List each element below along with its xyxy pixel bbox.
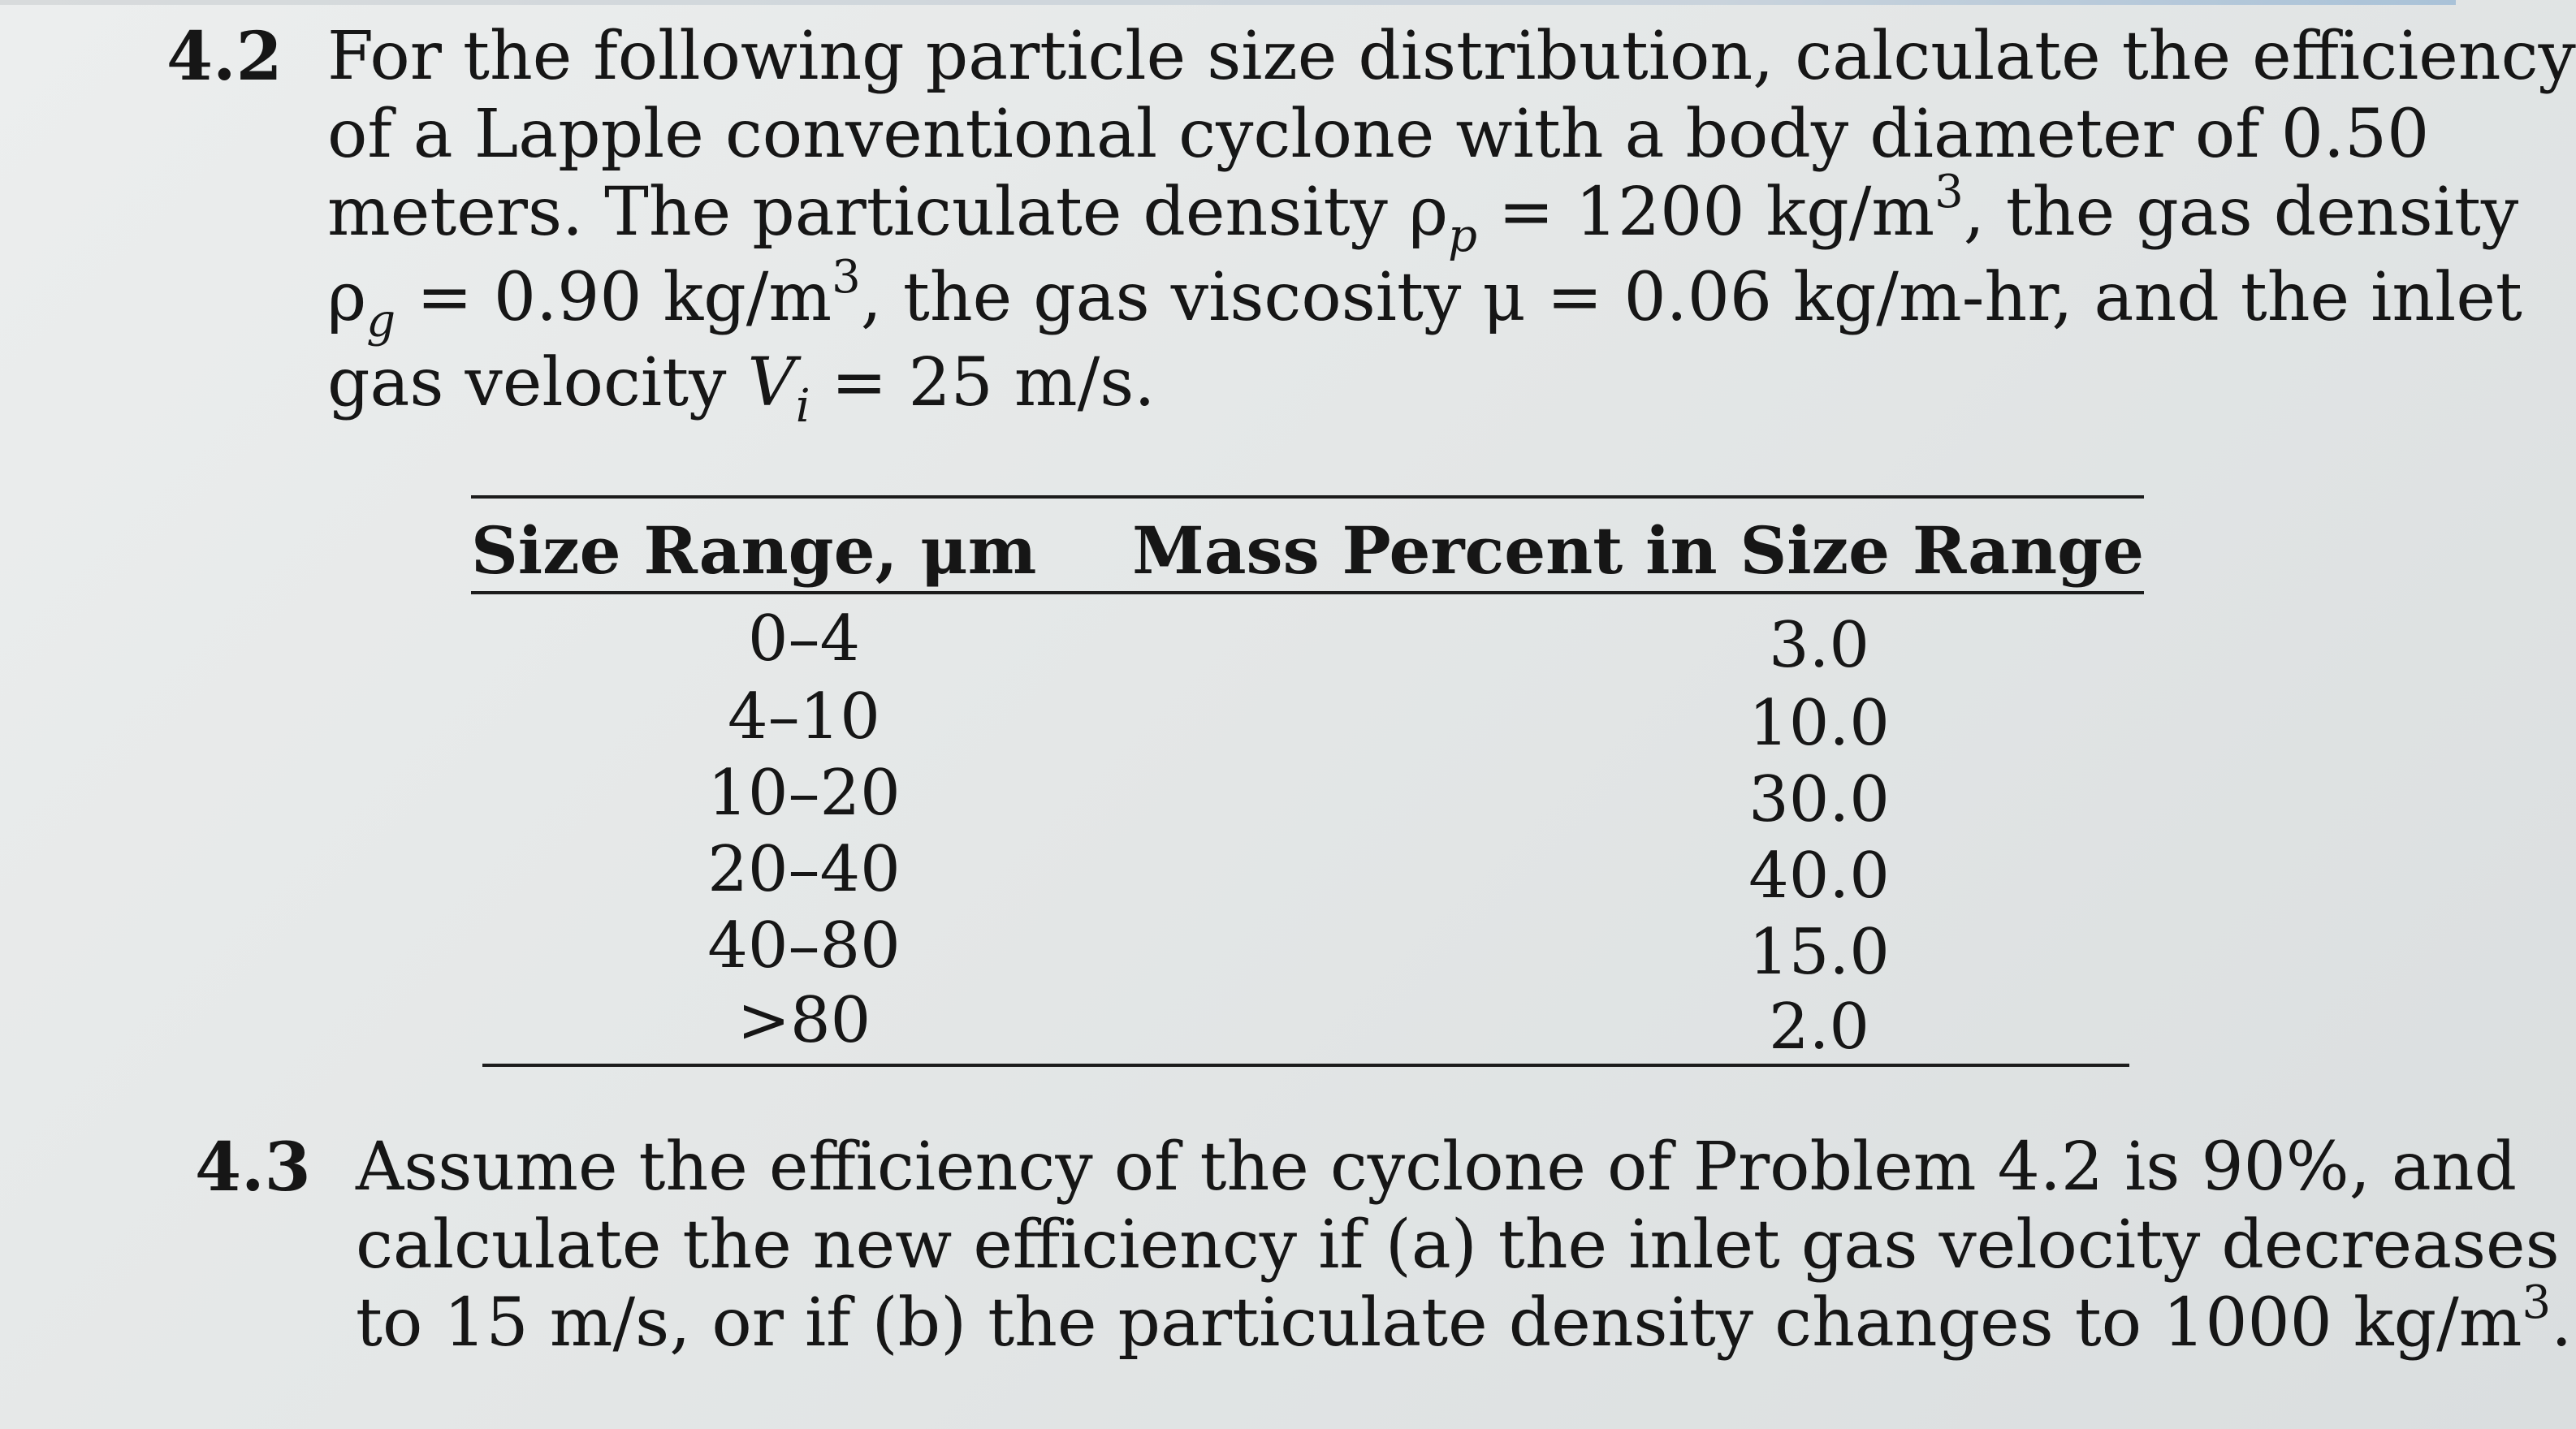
- problem-text: [327, 18, 2576, 433]
- size-distribution-table: [471, 495, 2144, 1080]
- table-cell-mass: 10.0: [1748, 687, 1890, 760]
- text-run: = 0.90 kg/m: [395, 259, 832, 336]
- problem-line: of a Lapple conventional cyclone with a body diameter of 0.50: [327, 96, 2430, 173]
- table-top-rule: [471, 495, 2144, 499]
- problem-line: [356, 1276, 2573, 1370]
- subscript: g: [366, 295, 396, 348]
- problem-number: 4.3: [195, 1129, 311, 1207]
- problem-line: For the following particle size distribution, calculate the efficiency: [327, 18, 2576, 95]
- problem-text: [356, 1129, 2573, 1370]
- table-cell-size: 10–20: [707, 757, 901, 830]
- table-cell-mass: 2.0: [1768, 991, 1870, 1064]
- problem-line: [327, 344, 2309, 433]
- table-cell-mass: 3.0: [1768, 609, 1870, 682]
- table-cell-mass: 30.0: [1748, 763, 1890, 836]
- page-edge: [0, 0, 2456, 5]
- text-run: , the gas viscosity μ = 0.06 kg/m-hr, and the inlet: [860, 259, 2522, 336]
- superscript: 3: [2522, 1276, 2552, 1329]
- text-run: , the gas density: [1963, 174, 2519, 251]
- subscript: i: [795, 380, 810, 433]
- column-header-mass-percent: Mass Percent in Size Range: [1132, 512, 2144, 589]
- table-cell-size: >80: [737, 984, 871, 1057]
- table-bottom-rule: [482, 1064, 2129, 1067]
- text-run: = 1200 kg/m: [1476, 174, 1935, 251]
- text-run: ρ: [327, 259, 367, 336]
- text-run: gas velocity: [327, 344, 748, 421]
- variable: V: [747, 344, 796, 421]
- superscript: 3: [1934, 166, 1964, 218]
- table-cell-mass: 40.0: [1748, 840, 1890, 913]
- subscript: p: [1448, 209, 1477, 262]
- problem-line: Assume the efficiency of the cyclone of Problem 4.2 is 90%, and: [356, 1129, 2518, 1206]
- table-cell-size: 20–40: [707, 833, 901, 906]
- text-run: meters. The particulate density ρ: [327, 174, 1449, 251]
- column-header-size-range: Size Range, μm: [471, 512, 1037, 589]
- table-cell-mass: 15.0: [1748, 916, 1890, 989]
- text-run: = 25 m/s.: [810, 344, 1156, 421]
- problem-number: 4.2: [166, 18, 283, 96]
- problem-line: [327, 166, 2519, 262]
- problem-line: [327, 251, 2522, 348]
- superscript: 3: [832, 251, 861, 304]
- table-cell-size: 0–4: [747, 602, 861, 676]
- text-run: to 15 m/s, or if (b) the particulate density changes to 1000 kg/m: [356, 1284, 2522, 1362]
- problem-line: calculate the new efficiency if (a) the inlet gas velocity decreases: [356, 1207, 2560, 1284]
- table-header-rule: [471, 591, 2144, 594]
- table-cell-size: 40–80: [707, 909, 901, 982]
- table-cell-size: 4–10: [728, 680, 880, 753]
- text-run: .: [2551, 1284, 2573, 1362]
